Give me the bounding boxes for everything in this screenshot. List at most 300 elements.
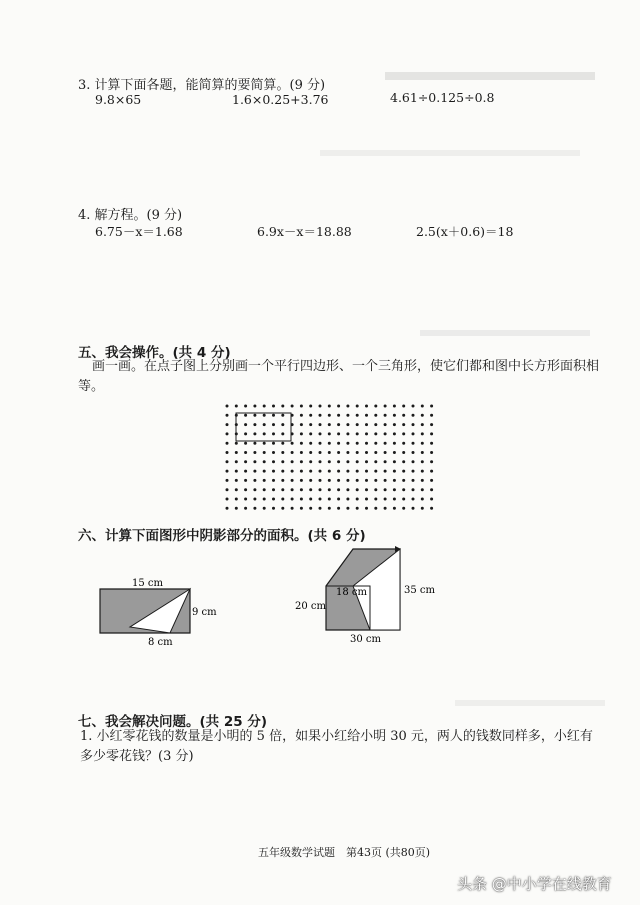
grid-dot <box>281 432 284 435</box>
grid-dot <box>430 442 433 445</box>
grid-dot <box>253 414 256 417</box>
grid-dot <box>356 451 359 454</box>
q4-expr-2: 6.9x－x＝18.88 <box>257 224 352 239</box>
grid-dot <box>272 423 275 426</box>
grid-dot <box>263 405 266 408</box>
grid-dot <box>346 470 349 473</box>
grid-dot <box>393 498 396 501</box>
grid-dot <box>244 451 247 454</box>
grid-dot <box>272 414 275 417</box>
page-footer: 五年级数学试题 第43页 (共80页) <box>258 846 431 859</box>
grid-dot <box>356 432 359 435</box>
grid-dot <box>346 498 349 501</box>
grid-dot <box>374 460 377 463</box>
grid-dot <box>235 451 238 454</box>
grid-dot <box>430 479 433 482</box>
figure-1-right-label: 9 cm <box>192 607 217 618</box>
grid-dot <box>412 442 415 445</box>
grid-dot <box>309 414 312 417</box>
grid-dot <box>244 442 247 445</box>
grid-dot <box>365 432 368 435</box>
grid-dot <box>402 488 405 491</box>
grid-dot <box>412 460 415 463</box>
grid-dot <box>281 423 284 426</box>
dot-grid[interactable] <box>220 397 456 521</box>
grid-dot <box>374 479 377 482</box>
grid-dot <box>402 432 405 435</box>
grid-dot <box>300 423 303 426</box>
grid-dot <box>319 432 322 435</box>
grid-dot <box>300 460 303 463</box>
grid-dot <box>309 460 312 463</box>
grid-dot <box>226 470 229 473</box>
grid-dot <box>253 442 256 445</box>
grid-dot <box>356 488 359 491</box>
grid-dot <box>356 405 359 408</box>
grid-dot <box>346 423 349 426</box>
grid-dot <box>384 507 387 510</box>
grid-dot <box>412 423 415 426</box>
grid-dot <box>253 479 256 482</box>
grid-dot <box>337 460 340 463</box>
grid-dot <box>300 451 303 454</box>
grid-dot <box>384 498 387 501</box>
grid-dot <box>402 423 405 426</box>
grid-dot <box>272 442 275 445</box>
grid-dot <box>346 460 349 463</box>
grid-dot <box>402 414 405 417</box>
grid-dot <box>300 442 303 445</box>
grid-dot <box>281 498 284 501</box>
grid-dot <box>226 488 229 491</box>
q4-expr-1: 6.75－x＝1.68 <box>95 224 183 239</box>
grid-dot <box>309 442 312 445</box>
grid-dot <box>402 507 405 510</box>
grid-dot <box>421 451 424 454</box>
grid-dot <box>328 479 331 482</box>
grid-dot <box>402 498 405 501</box>
section-7-title: 七、我会解决问题。(共 25 分) <box>78 714 268 730</box>
grid-dot <box>253 423 256 426</box>
grid-dot <box>244 432 247 435</box>
grid-dot <box>384 405 387 408</box>
grid-dot <box>309 479 312 482</box>
grid-dot <box>356 423 359 426</box>
grid-dot <box>309 470 312 473</box>
grid-dot <box>374 470 377 473</box>
grid-dot <box>235 498 238 501</box>
grid-dot <box>291 488 294 491</box>
grid-dot <box>365 488 368 491</box>
grid-dot <box>281 479 284 482</box>
grid-dot <box>235 405 238 408</box>
grid-dot <box>263 423 266 426</box>
grid-dot <box>309 405 312 408</box>
grid-dot <box>346 414 349 417</box>
grid-dot <box>365 414 368 417</box>
grid-dot <box>309 498 312 501</box>
section-5-instruction: 画一画。在点子图上分别画一个平行四边形、一个三角形，使它们都和图中长方形面积相等。 <box>78 359 600 394</box>
grid-dot <box>263 498 266 501</box>
grid-dot <box>412 470 415 473</box>
grid-dot <box>263 488 266 491</box>
grid-dot <box>281 507 284 510</box>
grid-dot <box>346 507 349 510</box>
grid-dot <box>393 470 396 473</box>
grid-dot <box>346 432 349 435</box>
section-6-title: 六、计算下面图形中阴影部分的面积。(共 6 分) <box>78 528 366 544</box>
grid-dot <box>309 432 312 435</box>
bleed-through-text <box>385 72 595 80</box>
grid-dot <box>412 405 415 408</box>
grid-dot <box>421 470 424 473</box>
grid-dot <box>421 479 424 482</box>
grid-dot <box>235 460 238 463</box>
grid-dot <box>281 460 284 463</box>
section-5-title: 五、我会操作。(共 4 分) <box>78 345 231 361</box>
grid-dot <box>430 470 433 473</box>
grid-dot <box>384 442 387 445</box>
grid-dot <box>374 488 377 491</box>
grid-dot <box>356 498 359 501</box>
grid-dot <box>319 442 322 445</box>
grid-dot <box>226 423 229 426</box>
grid-dot <box>300 479 303 482</box>
grid-dot <box>319 423 322 426</box>
grid-dot <box>300 432 303 435</box>
figure-1-rectangle <box>90 572 230 652</box>
grid-dot <box>421 460 424 463</box>
bleed-through-text <box>420 330 590 336</box>
grid-dot <box>281 470 284 473</box>
grid-dot <box>263 432 266 435</box>
grid-dot <box>402 451 405 454</box>
figure-1-bottom-label: 8 cm <box>148 637 173 648</box>
grid-dot <box>384 432 387 435</box>
grid-dot <box>374 507 377 510</box>
grid-dot <box>393 488 396 491</box>
grid-dot <box>337 507 340 510</box>
grid-dot <box>421 442 424 445</box>
grid-dot <box>226 442 229 445</box>
grid-dot <box>365 423 368 426</box>
grid-dot <box>272 432 275 435</box>
grid-dot <box>300 414 303 417</box>
grid-dot <box>291 479 294 482</box>
grid-dot <box>430 423 433 426</box>
grid-dot <box>235 488 238 491</box>
grid-dot <box>374 498 377 501</box>
grid-dot <box>244 498 247 501</box>
grid-dot <box>300 470 303 473</box>
grid-dot <box>430 507 433 510</box>
grid-dot <box>384 460 387 463</box>
grid-dot <box>402 470 405 473</box>
figure-2-left-label: 20 cm <box>295 601 326 612</box>
grid-dot <box>365 498 368 501</box>
grid-dot <box>384 479 387 482</box>
grid-dot <box>421 432 424 435</box>
grid-dot <box>319 414 322 417</box>
grid-dot <box>328 442 331 445</box>
grid-dot <box>272 479 275 482</box>
grid-dot <box>291 451 294 454</box>
grid-dot <box>365 451 368 454</box>
problem-1-text: 1. 小红零花钱的数量是小明的 5 倍，如果小红给小明 30 元，两人的钱数同样多，小红有多少零花钱？(3 分) <box>80 729 593 764</box>
grid-dot <box>309 507 312 510</box>
grid-dot <box>430 460 433 463</box>
grid-dot <box>253 470 256 473</box>
grid-dot <box>235 507 238 510</box>
grid-dot <box>272 488 275 491</box>
grid-dot <box>319 479 322 482</box>
grid-dot <box>226 460 229 463</box>
grid-dot <box>319 488 322 491</box>
grid-dot <box>272 460 275 463</box>
grid-dot <box>263 470 266 473</box>
grid-dot <box>253 451 256 454</box>
figure-2-inner-label: 18 cm <box>336 587 367 598</box>
grid-dot <box>337 451 340 454</box>
figure-2-bottom-label: 30 cm <box>350 634 381 645</box>
grid-dot <box>328 405 331 408</box>
grid-dot <box>319 405 322 408</box>
grid-dot <box>253 405 256 408</box>
grid-dot <box>365 507 368 510</box>
grid-dot <box>263 414 266 417</box>
dot-grid-dots <box>226 405 434 510</box>
grid-dot <box>402 479 405 482</box>
reference-rectangle <box>236 413 291 441</box>
grid-dot <box>337 405 340 408</box>
q4-expr-3: 2.5(x＋0.6)＝18 <box>416 224 514 239</box>
grid-dot <box>346 479 349 482</box>
grid-dot <box>356 414 359 417</box>
grid-dot <box>291 507 294 510</box>
figure-2-composite <box>290 540 440 652</box>
grid-dot <box>328 423 331 426</box>
grid-dot <box>272 451 275 454</box>
grid-dot <box>384 451 387 454</box>
grid-dot <box>291 498 294 501</box>
grid-dot <box>263 460 266 463</box>
grid-dot <box>374 405 377 408</box>
grid-dot <box>244 507 247 510</box>
grid-dot <box>291 405 294 408</box>
grid-dot <box>226 451 229 454</box>
grid-dot <box>319 507 322 510</box>
figure-2-right-label: 35 cm <box>404 585 435 596</box>
grid-dot <box>393 414 396 417</box>
grid-dot <box>346 451 349 454</box>
grid-dot <box>226 507 229 510</box>
grid-dot <box>319 470 322 473</box>
grid-dot <box>291 470 294 473</box>
grid-dot <box>281 414 284 417</box>
grid-dot <box>430 414 433 417</box>
grid-dot <box>263 507 266 510</box>
grid-dot <box>244 414 247 417</box>
grid-dot <box>337 479 340 482</box>
grid-dot <box>263 451 266 454</box>
grid-dot <box>384 423 387 426</box>
grid-dot <box>402 460 405 463</box>
grid-dot <box>412 414 415 417</box>
grid-dot <box>337 432 340 435</box>
grid-dot <box>244 488 247 491</box>
grid-dot <box>412 451 415 454</box>
grid-dot <box>272 498 275 501</box>
grid-dot <box>430 405 433 408</box>
grid-dot <box>253 498 256 501</box>
grid-dot <box>300 507 303 510</box>
grid-dot <box>365 479 368 482</box>
grid-dot <box>421 507 424 510</box>
grid-dot <box>356 460 359 463</box>
grid-dot <box>281 442 284 445</box>
grid-dot <box>365 470 368 473</box>
grid-dot <box>235 442 238 445</box>
grid-dot <box>393 442 396 445</box>
figure-1-top-label: 15 cm <box>132 578 163 589</box>
grid-dot <box>346 405 349 408</box>
grid-dot <box>253 432 256 435</box>
grid-dot <box>412 479 415 482</box>
grid-dot <box>356 479 359 482</box>
grid-dot <box>430 488 433 491</box>
grid-dot <box>281 405 284 408</box>
grid-dot <box>374 432 377 435</box>
grid-dot <box>281 451 284 454</box>
grid-dot <box>253 488 256 491</box>
grid-dot <box>328 451 331 454</box>
q4-title: 4. 解方程。(9 分) <box>78 208 183 223</box>
grid-dot <box>263 479 266 482</box>
grid-dot <box>356 507 359 510</box>
grid-dot <box>253 460 256 463</box>
grid-dot <box>319 498 322 501</box>
grid-dot <box>421 488 424 491</box>
grid-dot <box>300 405 303 408</box>
grid-dot <box>384 488 387 491</box>
grid-dot <box>421 423 424 426</box>
grid-dot <box>421 414 424 417</box>
grid-dot <box>384 414 387 417</box>
grid-dot <box>356 470 359 473</box>
grid-dot <box>393 451 396 454</box>
q3-expr-1: 9.8×65 <box>95 92 142 107</box>
grid-dot <box>263 442 266 445</box>
grid-dot <box>402 405 405 408</box>
grid-dot <box>346 488 349 491</box>
grid-dot <box>337 498 340 501</box>
grid-dot <box>319 451 322 454</box>
grid-dot <box>384 470 387 473</box>
grid-dot <box>235 470 238 473</box>
grid-dot <box>337 488 340 491</box>
grid-dot <box>365 405 368 408</box>
grid-dot <box>374 451 377 454</box>
grid-dot <box>412 498 415 501</box>
grid-dot <box>253 507 256 510</box>
grid-dot <box>226 479 229 482</box>
bleed-through-text <box>320 150 580 156</box>
q3-title: 3. 计算下面各题，能简算的要简算。(9 分) <box>78 78 326 93</box>
grid-dot <box>244 479 247 482</box>
grid-dot <box>244 460 247 463</box>
grid-dot <box>421 498 424 501</box>
grid-dot <box>393 507 396 510</box>
grid-dot <box>393 432 396 435</box>
grid-dot <box>244 423 247 426</box>
grid-dot <box>300 488 303 491</box>
grid-dot <box>365 460 368 463</box>
grid-dot <box>309 423 312 426</box>
grid-dot <box>430 432 433 435</box>
grid-dot <box>430 451 433 454</box>
grid-dot <box>328 498 331 501</box>
q3-expr-3: 4.61÷0.125÷0.8 <box>390 90 495 105</box>
grid-dot <box>328 432 331 435</box>
grid-dot <box>272 507 275 510</box>
grid-dot <box>226 405 229 408</box>
grid-dot <box>300 498 303 501</box>
grid-dot <box>337 414 340 417</box>
grid-dot <box>337 442 340 445</box>
grid-dot <box>272 405 275 408</box>
grid-dot <box>291 460 294 463</box>
grid-dot <box>337 423 340 426</box>
grid-dot <box>309 488 312 491</box>
grid-dot <box>226 498 229 501</box>
grid-dot <box>393 405 396 408</box>
grid-dot <box>402 442 405 445</box>
grid-dot <box>374 414 377 417</box>
grid-dot <box>328 507 331 510</box>
grid-dot <box>291 442 294 445</box>
grid-dot <box>226 414 229 417</box>
grid-dot <box>328 470 331 473</box>
grid-dot <box>272 470 275 473</box>
grid-dot <box>244 470 247 473</box>
grid-dot <box>374 442 377 445</box>
grid-dot <box>309 451 312 454</box>
grid-dot <box>337 470 340 473</box>
grid-dot <box>346 442 349 445</box>
grid-dot <box>235 479 238 482</box>
grid-dot <box>421 405 424 408</box>
grid-dot <box>244 405 247 408</box>
grid-dot <box>319 460 322 463</box>
grid-dot <box>356 442 359 445</box>
grid-dot <box>430 498 433 501</box>
watermark: 头条 @中小学在线教育 <box>457 875 612 893</box>
q3-expr-2: 1.6×0.25+3.76 <box>232 92 329 107</box>
grid-dot <box>365 442 368 445</box>
grid-dot <box>374 423 377 426</box>
grid-dot <box>412 432 415 435</box>
grid-dot <box>393 479 396 482</box>
grid-dot <box>393 460 396 463</box>
bleed-through-text <box>455 700 605 706</box>
grid-dot <box>328 460 331 463</box>
grid-dot <box>328 414 331 417</box>
grid-dot <box>281 488 284 491</box>
grid-dot <box>393 423 396 426</box>
grid-dot <box>226 432 229 435</box>
grid-dot <box>412 488 415 491</box>
grid-dot <box>412 507 415 510</box>
